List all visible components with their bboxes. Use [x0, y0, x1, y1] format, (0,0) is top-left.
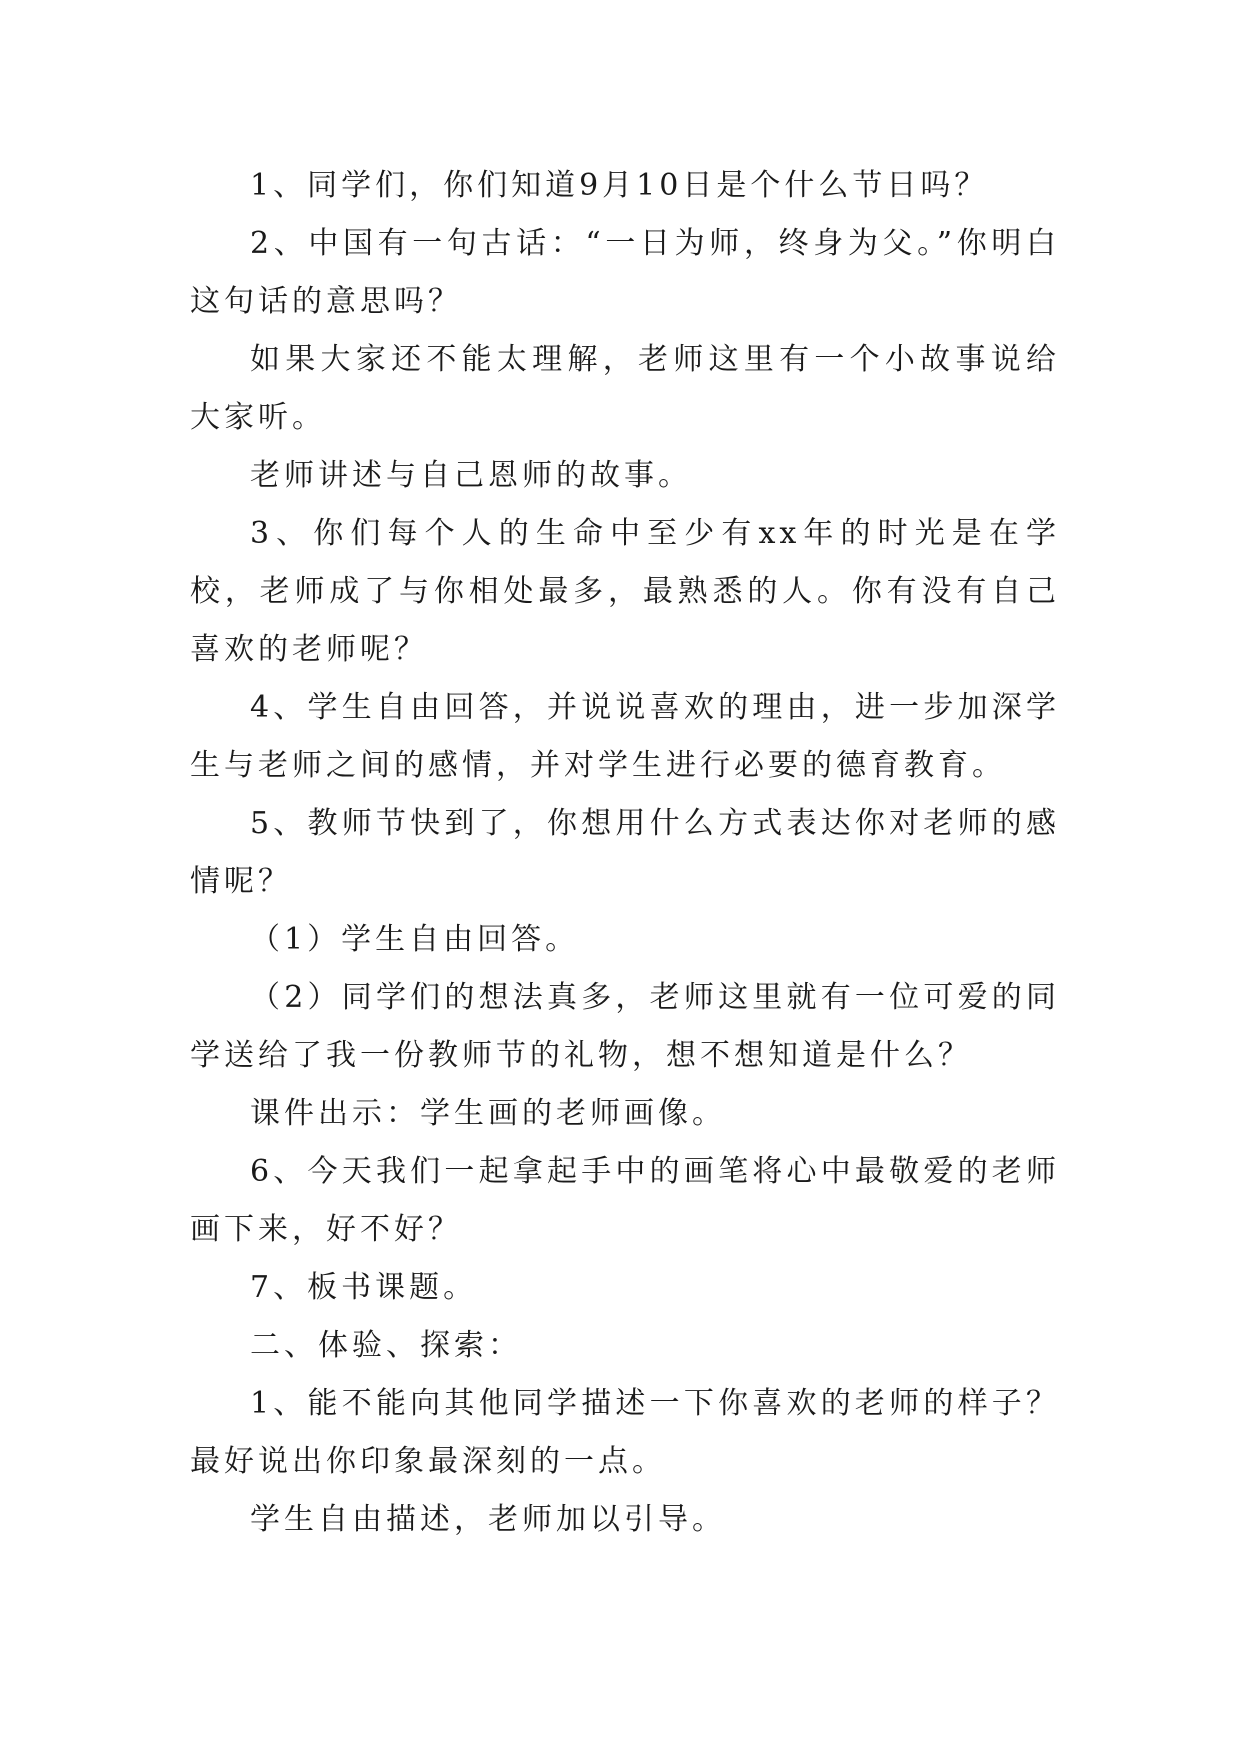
paragraph: 老师讲述与自己恩师的故事。 [250, 458, 692, 493]
paragraph: 5、教师节快到了，你想用什么方式表达你对老师的感情呢？ [190, 806, 1060, 899]
paragraph: 6、今天我们一起拿起手中的画笔将心中最敬爱的老师画下来，好不好？ [190, 1154, 1060, 1247]
paragraph: 2、中国有一句古话：“一日为师，终身为父。”你明白这句话的意思吗？ [190, 226, 1060, 319]
paragraph: 课件出示：学生画的老师画像。 [250, 1096, 726, 1131]
paragraph: 3、你们每个人的生命中至少有xx年的时光是在学校，老师成了与你相处最多，最熟悉的人。你有没有自己喜欢的老师呢？ [190, 516, 1060, 667]
paragraph: 如果大家还不能太理解，老师这里有一个小故事说给大家听。 [190, 342, 1060, 435]
paragraph: （2）同学们的想法真多，老师这里就有一位可爱的同学送给了我一份教师节的礼物，想不想知道是什么？ [190, 980, 1060, 1073]
paragraph: 1、能不能向其他同学描述一下你喜欢的老师的样子？最好说出你印象最深刻的一点。 [190, 1386, 1060, 1479]
paragraph: 二、体验、探索： [250, 1328, 522, 1363]
document-body [190, 157, 1060, 1549]
paragraph: 1、同学们，你们知道9月10日是个什么节日吗？ [250, 168, 989, 203]
paragraph: 4、学生自由回答，并说说喜欢的理由，进一步加深学生与老师之间的感情，并对学生进行必要的德育教育。 [190, 690, 1060, 783]
paragraph: （1）学生自由回答。 [250, 922, 580, 957]
paragraph: 学生自由描述，老师加以引导。 [250, 1502, 726, 1537]
paragraph: 7、板书课题。 [250, 1270, 478, 1305]
